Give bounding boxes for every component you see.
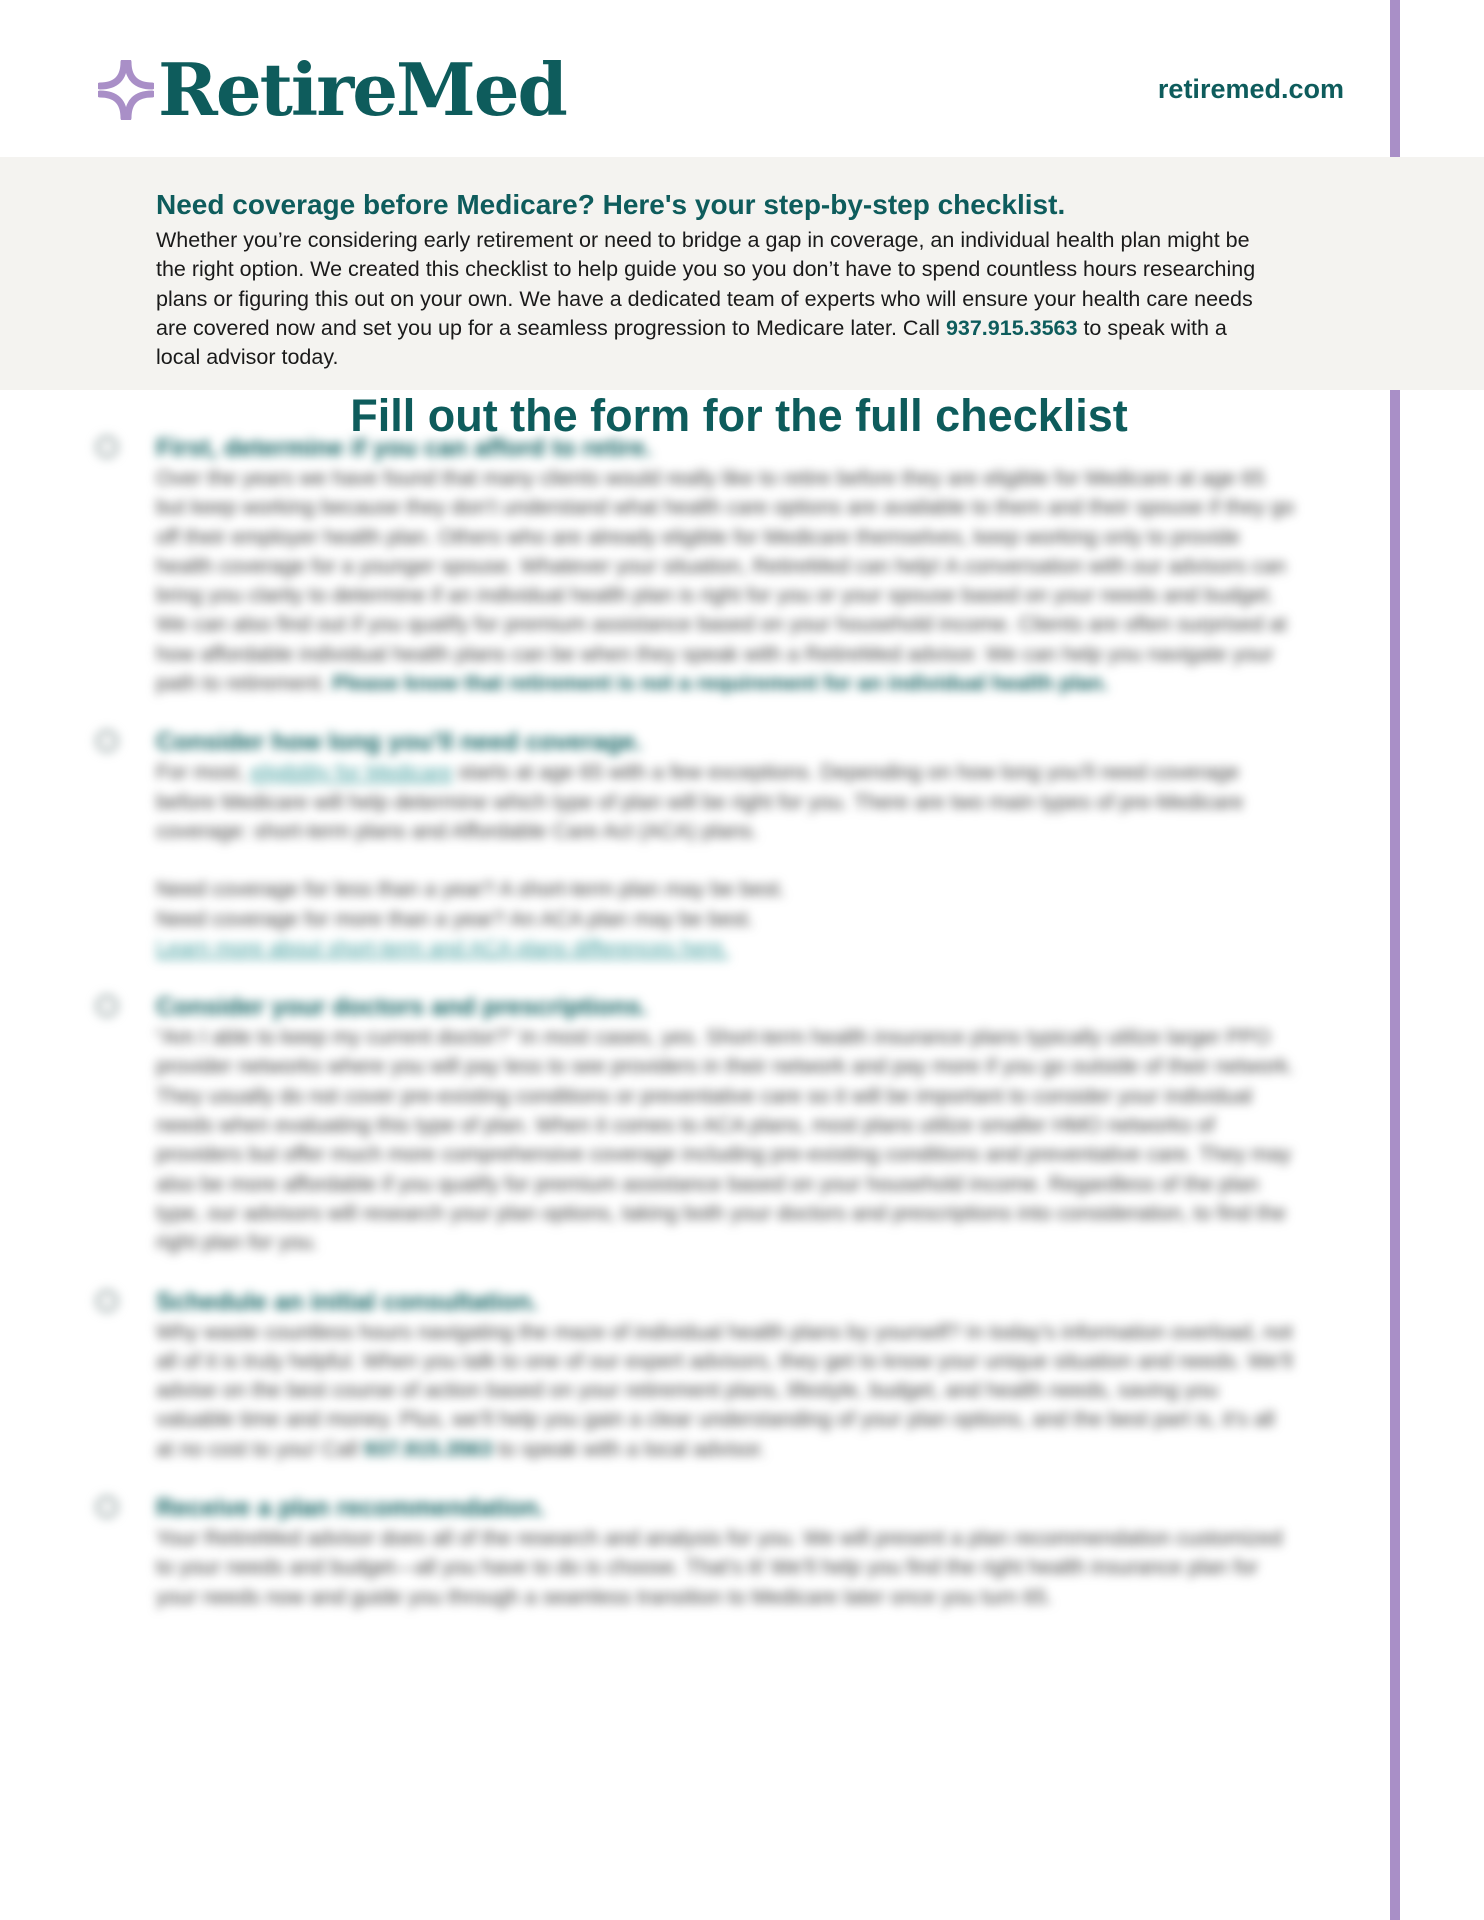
step-body: [156, 758, 1296, 846]
intro-section: [156, 188, 1276, 372]
step-checkbox-icon: [96, 995, 118, 1017]
intro-body-text: Whether you’re considering early retirement or need to bridge a gap in coverage, an individual health plan might be the right option. We created this checklist to help guide you so you don’t have to spend countless hours researching plans or figuring this out on your own. We have a dedicated team of experts who will ensure your health care needs are covered now and set you up for a seamless progression to Medicare later. Call: [156, 228, 1256, 340]
checklist-steps-blurred: [96, 432, 1296, 1612]
checklist-step: [96, 1492, 1296, 1612]
page-header: [0, 0, 1390, 157]
step-body: [156, 1318, 1296, 1464]
step-line: Need coverage for more than a year? An ACA plan may be best.: [156, 907, 754, 931]
step-title: Schedule an initial consultation.: [156, 1287, 538, 1316]
intro-body: [156, 226, 1276, 372]
step-emphasis: Please know that retirement is not a requirement for an individual health plan.: [332, 672, 1109, 696]
step-title: Receive a plan recommendation.: [156, 1494, 546, 1523]
step-body: Your RetireMed advisor does all of the research and analysis for you. We will present a plan recommendation customized to your needs and budget—all you have to do is choose. That’s it! We’ll help you find the right health insurance plan for your needs now and guide you through a seamless transition to Medicare later once you turn 65.: [156, 1527, 1283, 1609]
retiremed-logo[interactable]: [98, 47, 566, 132]
form-cta-heading: Fill out the form for the full checklist: [350, 390, 1128, 441]
step-line: Need coverage for less than a year? A short-term plan may be best.: [156, 878, 786, 902]
star-mark-icon: [98, 60, 154, 120]
step-body-text: starts at age 65 with a few exceptions. Depending on how long you’ll need coverage before Medicare will help determine which type of plan will be right for you. There are two main types of pre-Medicare coverage: short-term plans and Affordable Care Act (ACA) plans.: [156, 761, 1244, 843]
step-checkbox-icon: [96, 1290, 118, 1312]
step-title: Consider your doctors and prescriptions.: [156, 993, 648, 1022]
plans-differences-link[interactable]: Learn more about short-term and ACA plans differences here.: [156, 936, 729, 960]
step-body-text: Over the years we have found that many clients would really like to retire before they are eligible for Medicare at age 65 but keep working because they don’t understand what health care options are available to them and their spouse if they go off their employer health plan. Others who are already eligible for Medicare themselves, keep working only to provide health coverage for a younger spouse. Whatever your situation, RetireMed can help! A conversation with our advisors can bring you clarity to determine if an individual health plan is right for you or your spouse based on your needs and budget. We can also find out if you qualify for premium assistance based on your household income. Clients are often surprised at how affordable individual health plans can be when they speak with a RetireMed advisor. We can help you navigate your path to retirement.: [156, 467, 1295, 696]
checklist-step: [96, 1286, 1296, 1464]
checklist-step: [96, 991, 1296, 1257]
intro-phone-number[interactable]: 937.915.3563: [945, 315, 1078, 340]
step-body: [156, 464, 1296, 698]
checklist-step: [96, 726, 1296, 963]
logo-wordmark: RetireMed: [158, 47, 566, 132]
intro-title: Need coverage before Medicare? Here's your step-by-step checklist.: [156, 189, 1066, 220]
step-phone-number[interactable]: 937.915.3563: [363, 1437, 493, 1461]
step-title: Consider how long you’ll need coverage.: [156, 728, 643, 757]
step-body-text: For most,: [156, 761, 251, 785]
step-checkbox-icon: [96, 1496, 118, 1518]
step-title: First, determine if you can afford to retire.: [156, 434, 652, 462]
medicare-eligibility-link[interactable]: eligibility for Medicare: [250, 761, 453, 785]
step-body-text: Why waste countless hours navigating the maze of individual health plans by yourself? In today’s information overload, not all of it is truly helpful. When you talk to one of our expert advisors, they get to know your unique situation and needs. We’ll advise on the best course of action based on your retirement plans, lifestyle, budget, and health needs, saving you valuable time and money. Plus, we’ll help you gain a clear understanding of your plan options, and the best part is, it’s all at no cost to you! Call: [156, 1320, 1293, 1461]
step-link-line: [156, 934, 1296, 963]
site-url-link[interactable]: retiremed.com: [1157, 74, 1344, 104]
intro-body-tail: to speak with a local advisor today.: [156, 315, 1227, 370]
step-body-tail: to speak with a local advisor.: [492, 1437, 766, 1461]
checklist-step: [96, 432, 1296, 698]
step-body: “Am I able to keep my current doctor?” In most cases, yes. Short-term health insurance plans typically utilize larger PPO provider networks where you will pay less to see providers in their network and pay more if you go outside of their network. They usually do not cover pre-existing conditions or preventative care so it will be important to consider your individual needs when evaluating this type of plan. When it comes to ACA plans, most plans utilize smaller HMO networks of providers but offer much more comprehensive coverage including pre-existing conditions and preventative care. They may also be more affordable if you qualify for premium assistance based on your household income. Regardless of the plan type, our advisors will research your plan options, taking both your doctors and prescriptions into consideration, to find the right plan for you.: [156, 1026, 1295, 1255]
step-checkbox-icon: [96, 730, 118, 752]
